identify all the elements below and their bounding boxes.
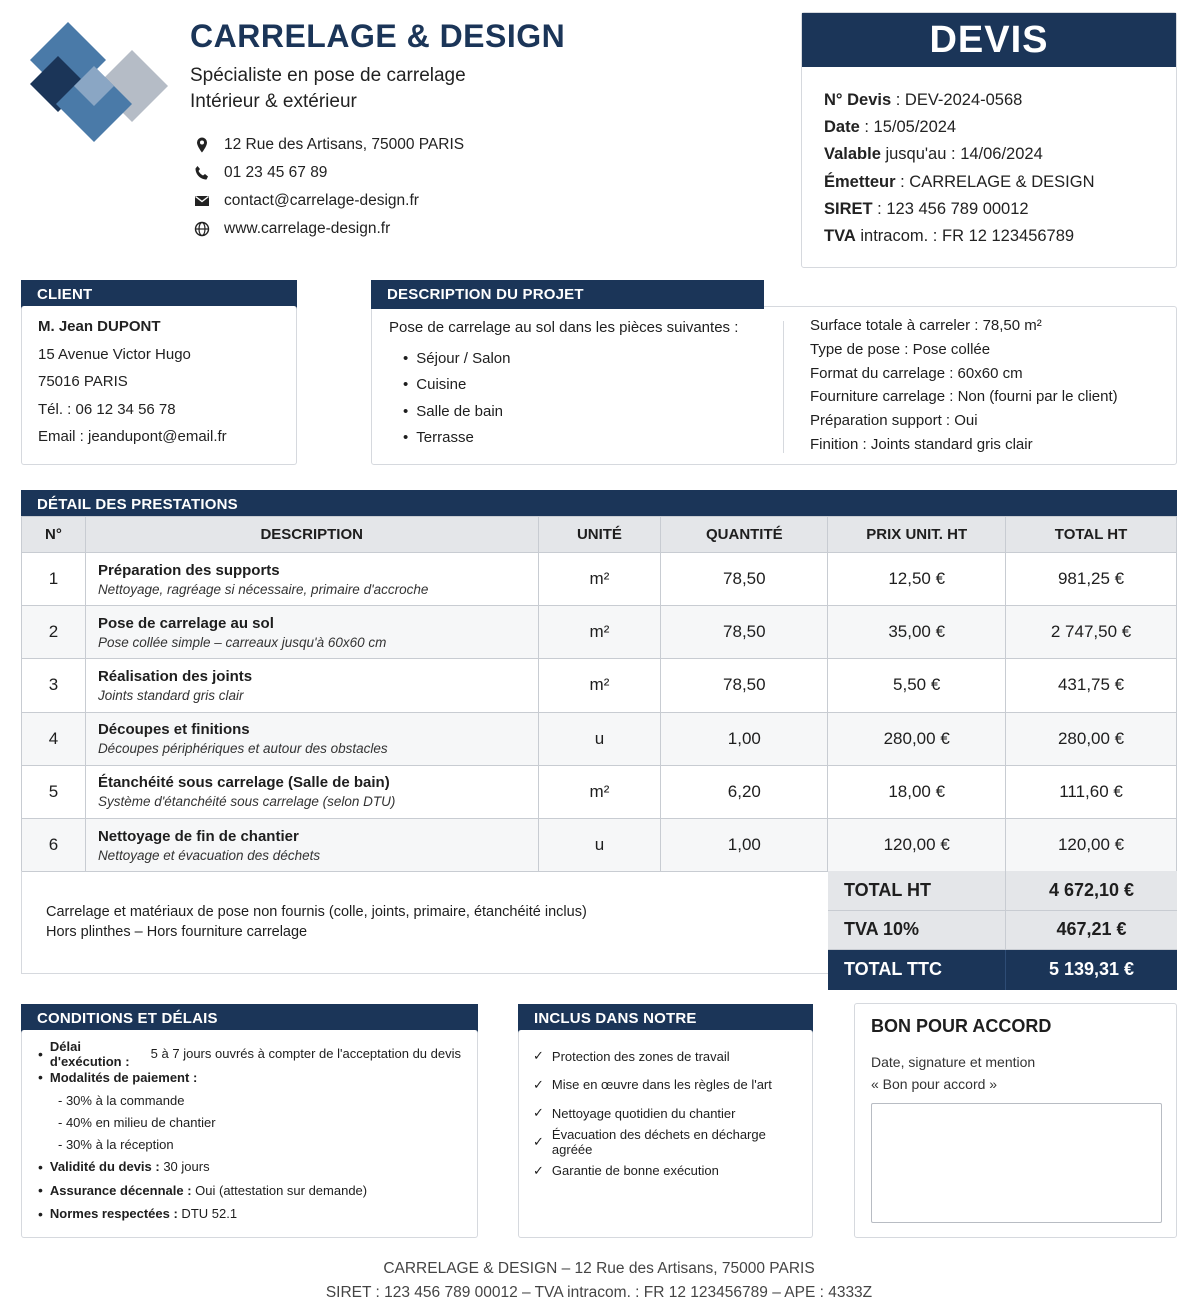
client-name: M. Jean DUPONT [38,318,161,335]
company-email[interactable]: contact@carrelage-design.fr [190,187,750,215]
check-icon: ✓ [533,1076,544,1092]
devis-siret: SIRET : 123 456 789 00012 [824,199,1029,218]
globe-icon [194,221,210,237]
table-row: 5 Étanchéité sous carrelage (Salle de bain) Système d'étanchéité sous carrelage (selon DTU) m² 6,20 18,00 € 111,60 € [22,765,1177,818]
included-item: ✓ Évacuation des déchets en décharge agréée [533,1127,766,1158]
included-item: ✓ Nettoyage quotidien du chantier [533,1105,736,1121]
payment-step: - 30% à la commande [58,1092,185,1108]
table-row: 3 Réalisation des joints Joints standard gris clair m² 78,50 5,50 € 431,75 € [22,659,1177,712]
condition-validity: • Validité du devis : 30 jours [38,1155,461,1179]
devis-info-box [801,12,1177,268]
totals-block [828,871,1177,990]
mail-icon [194,193,210,209]
company-logo [28,22,170,144]
included-section-title: INCLUS DANS NOTRE [518,1004,813,1050]
table-row: 2 Pose de carrelage au sol Pose collée simple – carreaux jusqu'à 60x60 cm m² 78,50 35,00 € 2 747,50 € [22,606,1177,659]
client-phone: Tél. : 06 12 34 56 78 [38,400,176,418]
project-detail: Type de pose : Pose collée [810,340,991,358]
signature-area[interactable] [871,1103,1162,1223]
condition-delay: • Délai d'exécution : 5 à 7 jours ouvrés à compter de l'acceptation du devis [38,1042,461,1066]
devis-validity: Valable jusqu'au : 14/06/2024 [824,145,1043,164]
devis-number: N° Devis : DEV-2024-0568 [824,91,1023,109]
header-description: DESCRIPTION [85,517,538,553]
included-box [518,1030,813,1238]
client-street: 15 Avenue Victor Hugo [38,345,191,363]
project-detail: Préparation support : Oui [810,412,978,430]
project-box [371,306,1177,465]
table-row: 6 Nettoyage de fin de chantier Nettoyage et évacuation des déchets u 1,00 120,00 € 120,00 € [22,818,1177,871]
header-total: TOTAL HT [1006,517,1177,553]
devis-title: DEVIS [802,13,1176,67]
project-section-title: DESCRIPTION DU PROJET [371,280,764,309]
location-pin-icon [194,137,210,153]
vat-row: TVA 10% 467,21 € [828,911,1177,951]
project-room: • Cuisine [389,372,769,399]
prestations-table [21,516,1177,872]
conditions-section-title: CONDITIONS ET DÉLAIS [21,1004,478,1033]
detail-section-title: DÉTAIL DES PRESTATIONS [21,490,1177,519]
check-icon: ✓ [533,1162,544,1178]
project-detail: Surface totale à carreler : 78,50 m² [810,317,1042,334]
project-intro: Pose de carrelage au sol dans les pièces suivantes : [389,319,739,336]
total-ttc-row: TOTAL TTC 5 139,31 € [828,950,1177,990]
header-number: N° [22,517,86,553]
approval-mention: « Bon pour accord » [871,1076,998,1092]
company-info [190,18,750,243]
devis-vat: TVA intracom. : FR 12 123456789 [824,226,1075,245]
client-section-title: CLIENT [21,280,297,309]
project-detail: Finition : Joints standard gris clair [810,435,1033,453]
footer [0,1257,1198,1305]
check-icon: ✓ [533,1105,544,1121]
project-room: • Terrasse [389,425,769,452]
conditions-box [21,1030,478,1238]
condition-insurance: • Assurance décennale : Oui (attestation sur demande) [38,1179,461,1203]
project-detail: Format du carrelage : 60x60 cm [810,364,1023,382]
project-divider [783,321,784,453]
table-notes [21,871,829,974]
note-line: Carrelage et matériaux de pose non fournis (colle, joints, primaire, étanchéité inclus) [46,904,587,920]
payment-step: - 30% à la réception [58,1136,174,1152]
footer-address: CARRELAGE & DESIGN – 12 Rue des Artisans, 75000 PARIS [383,1260,815,1277]
header-unit: UNITÉ [538,517,661,553]
project-room: • Salle de bain [389,398,769,425]
table-header-row [22,517,1177,553]
devis-date: Date : 15/05/2024 [824,118,957,137]
company-name: CARRELAGE & DESIGN [190,18,566,54]
header-unit-price: PRIX UNIT. HT [828,517,1006,553]
devis-issuer: Émetteur : CARRELAGE & DESIGN [824,172,1095,191]
table-row: 4 Découpes et finitions Découpes périphériques et autour des obstacles u 1,00 280,00 € 280,00 € [22,712,1177,765]
note-line: Hors plinthes – Hors fourniture carrelage [46,924,308,940]
check-icon: ✓ [533,1134,544,1150]
project-room: • Séjour / Salon [389,345,769,372]
project-detail: Fourniture carrelage : Non (fourni par le client) [810,388,1118,406]
payment-step: - 40% en milieu de chantier [58,1114,216,1130]
condition-norms: • Normes respectées : DTU 52.1 [38,1202,461,1226]
company-website[interactable]: www.carrelage-design.fr [190,215,750,243]
included-item: ✓ Protection des zones de travail [533,1048,730,1064]
table-row: 1 Préparation des supports Nettoyage, ragréage si nécessaire, primaire d'accroche m² 78,50 12,50 € 981,25 € [22,553,1177,606]
total-ht-row: TOTAL HT 4 672,10 € [828,871,1177,911]
client-email: Email : jeandupont@email.fr [38,428,227,446]
company-tagline-secondary: Intérieur & extérieur [190,91,357,112]
approval-title: BON POUR ACCORD [871,1016,1052,1036]
client-box [21,306,297,465]
check-icon: ✓ [533,1048,544,1064]
header-quantity: QUANTITÉ [661,517,828,553]
company-phone: 01 23 45 67 89 [190,159,750,187]
footer-legal: SIRET : 123 456 789 00012 – TVA intracom. : FR 12 123456789 – APE : 4333Z [325,1284,873,1301]
condition-payment: • Modalités de paiement : [38,1066,461,1090]
phone-icon [194,165,210,181]
client-city: 75016 PARIS [38,373,128,391]
company-address: 12 Rue des Artisans, 75000 PARIS [190,131,750,159]
approval-box [854,1003,1177,1238]
company-tagline: Spécialiste en pose de carrelage [190,65,466,86]
included-item: ✓ Garantie de bonne exécution [533,1162,719,1179]
included-item: ✓ Mise en œuvre dans les règles de l'art [533,1076,772,1093]
approval-instruction: Date, signature et mention [871,1054,1036,1070]
